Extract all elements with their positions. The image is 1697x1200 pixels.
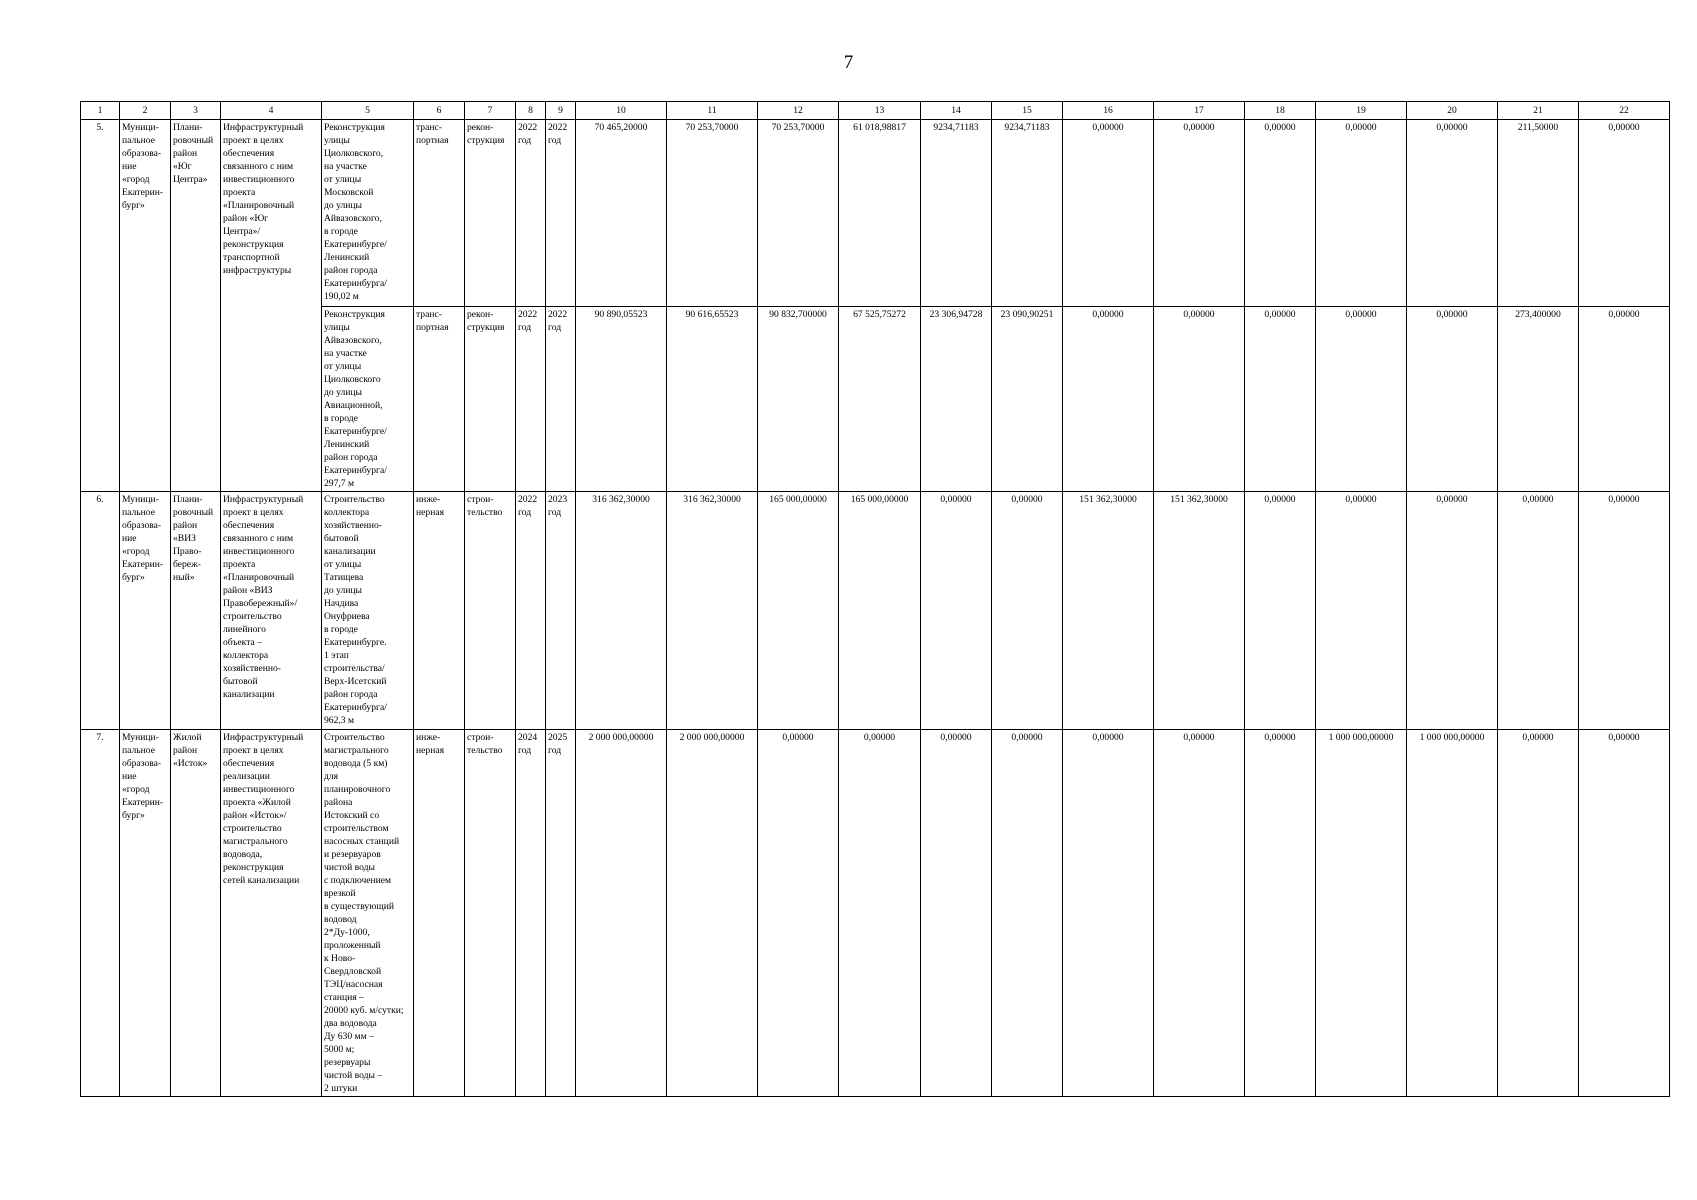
value-cell: 2 000 000,00000 (576, 730, 667, 1097)
work-type-cell: рекон- струкция (465, 120, 516, 307)
value-cell: 316 362,30000 (576, 492, 667, 730)
value-cell: 151 362,30000 (1154, 492, 1245, 730)
row-number: 6. (81, 492, 120, 730)
end-year-cell: 2023 год (546, 492, 576, 730)
value-cell: 0,00000 (1154, 307, 1245, 492)
column-number: 17 (1154, 102, 1245, 120)
value-cell: 0,00000 (839, 730, 921, 1097)
start-year-cell: 2022 год (516, 492, 546, 730)
table-row (81, 492, 1670, 730)
value-cell: 0,00000 (1579, 307, 1670, 492)
object-description-cell: Строительство магистрального водовода (5 км) для планировочного района Истокский со строительством насосных станций и резервуаров чистой воды с подключением врезкой в существующий водовод 2*Ду-1000, проложенный к Ново- Свердловской ТЭЦ/насосная станция – 20000 куб. м/сутки; два водовода Ду 630 мм – 5000 м; резервуары чистой воды – 2 штуки (322, 730, 414, 1097)
column-number: 11 (667, 102, 758, 120)
end-year-cell: 2022 год (546, 307, 576, 492)
district-cell: Плани- ровочный район «ВИЗ Право- береж- ный» (171, 492, 221, 730)
value-cell: 0,00000 (1407, 307, 1498, 492)
value-cell: 0,00000 (1498, 730, 1579, 1097)
value-cell: 0,00000 (1063, 120, 1154, 307)
column-number: 21 (1498, 102, 1579, 120)
infrastructure-type-cell: инже- нерная (414, 492, 465, 730)
value-cell: 0,00000 (1407, 492, 1498, 730)
column-number: 15 (992, 102, 1063, 120)
object-description-cell: Реконструкция улицы Айвазовского, на участке от улицы Циолковского до улицы Авиационной, в городе Екатеринбурге/ Ленинский район города Екатеринбурга/ 297,7 м (322, 307, 414, 492)
work-type-cell: строи- тельство (465, 492, 516, 730)
value-cell: 0,00000 (992, 730, 1063, 1097)
district-cell: Плани- ровочный район «Юг Центра» (171, 120, 221, 492)
value-cell: 165 000,00000 (758, 492, 839, 730)
object-description-cell: Строительство коллектора хозяйственно- бытовой канализации от улицы Татищева до улицы Начдива Онуфриева в городе Екатеринбурге. 1 этап строительства/ Верх-Исетский район города Екатеринбурга/ 962,3 м (322, 492, 414, 730)
column-number: 13 (839, 102, 921, 120)
column-number: 2 (120, 102, 171, 120)
column-number: 1 (81, 102, 120, 120)
value-cell: 0,00000 (1579, 492, 1670, 730)
value-cell: 0,00000 (1245, 307, 1316, 492)
project-description-cell: Инфраструктурный проект в целях обеспечения связанного с ним инвестиционного проекта «Планировочный район «ВИЗ Правобережный»/ строительство линейного объекта – коллектора хозяйственно- бытовой канализации (221, 492, 322, 730)
value-cell: 0,00000 (1316, 307, 1407, 492)
column-number: 18 (1245, 102, 1316, 120)
row-number: 5. (81, 120, 120, 492)
value-cell: 0,00000 (1316, 492, 1407, 730)
start-year-cell: 2022 год (516, 120, 546, 307)
row-number: 7. (81, 730, 120, 1097)
column-number: 10 (576, 102, 667, 120)
value-cell: 90 890,05523 (576, 307, 667, 492)
municipality-cell: Муници- пальное образова- ние «город Екатерин- бург» (120, 730, 171, 1097)
value-cell: 0,00000 (1245, 730, 1316, 1097)
value-cell: 0,00000 (1316, 120, 1407, 307)
value-cell: 70 253,70000 (667, 120, 758, 307)
value-cell: 0,00000 (1245, 120, 1316, 307)
investment-projects-table (80, 101, 1670, 1097)
value-cell: 70 465,20000 (576, 120, 667, 307)
page-number: 7 (843, 52, 854, 73)
infrastructure-type-cell: транс- портная (414, 307, 465, 492)
column-number: 16 (1063, 102, 1154, 120)
municipality-cell: Муници- пальное образова- ние «город Екатерин- бург» (120, 120, 171, 492)
column-number: 9 (546, 102, 576, 120)
column-number: 6 (414, 102, 465, 120)
value-cell: 23 306,94728 (921, 307, 992, 492)
table-row (81, 730, 1670, 1097)
table-row (81, 120, 1670, 307)
value-cell: 9234,71183 (921, 120, 992, 307)
value-cell: 0,00000 (1063, 730, 1154, 1097)
value-cell: 0,00000 (1245, 492, 1316, 730)
value-cell: 1 000 000,00000 (1407, 730, 1498, 1097)
infrastructure-type-cell: инже- нерная (414, 730, 465, 1097)
column-number: 22 (1579, 102, 1670, 120)
column-number: 7 (465, 102, 516, 120)
value-cell: 67 525,75272 (839, 307, 921, 492)
end-year-cell: 2025 год (546, 730, 576, 1097)
column-number: 12 (758, 102, 839, 120)
value-cell: 0,00000 (1579, 120, 1670, 307)
municipality-cell: Муници- пальное образова- ние «город Екатерин- бург» (120, 492, 171, 730)
value-cell: 90 616,65523 (667, 307, 758, 492)
value-cell: 316 362,30000 (667, 492, 758, 730)
project-description-cell: Инфраструктурный проект в целях обеспечения связанного с ним инвестиционного проекта «Планировочный район «Юг Центра»/ реконструкция транспортной инфраструктуры (221, 120, 322, 492)
value-cell: 165 000,00000 (839, 492, 921, 730)
value-cell: 0,00000 (921, 492, 992, 730)
start-year-cell: 2024 год (516, 730, 546, 1097)
value-cell: 23 090,90251 (992, 307, 1063, 492)
value-cell: 0,00000 (758, 730, 839, 1097)
start-year-cell: 2022 год (516, 307, 546, 492)
column-number: 3 (171, 102, 221, 120)
value-cell: 61 018,98817 (839, 120, 921, 307)
object-description-cell: Реконструкция улицы Циолковского, на участке от улицы Московской до улицы Айвазовского, в городе Екатеринбурге/ Ленинский район города Екатеринбурга/ 190,02 м (322, 120, 414, 307)
value-cell: 90 832,700000 (758, 307, 839, 492)
column-number: 14 (921, 102, 992, 120)
work-type-cell: строи- тельство (465, 730, 516, 1097)
column-number-row (81, 102, 1670, 120)
value-cell: 0,00000 (1407, 120, 1498, 307)
project-description-cell: Инфраструктурный проект в целях обеспечения реализации инвестиционного проекта «Жилой район «Исток»/ строительство магистрального водовода, реконструкция сетей канализации (221, 730, 322, 1097)
value-cell: 0,00000 (1498, 492, 1579, 730)
value-cell: 273,400000 (1498, 307, 1579, 492)
district-cell: Жилой район «Исток» (171, 730, 221, 1097)
value-cell: 0,00000 (1154, 120, 1245, 307)
value-cell: 9234,71183 (992, 120, 1063, 307)
value-cell: 0,00000 (992, 492, 1063, 730)
value-cell: 0,00000 (1154, 730, 1245, 1097)
column-number: 19 (1316, 102, 1407, 120)
value-cell: 2 000 000,00000 (667, 730, 758, 1097)
value-cell: 0,00000 (921, 730, 992, 1097)
value-cell: 151 362,30000 (1063, 492, 1154, 730)
value-cell: 0,00000 (1063, 307, 1154, 492)
value-cell: 1 000 000,00000 (1316, 730, 1407, 1097)
value-cell: 0,00000 (1579, 730, 1670, 1097)
value-cell: 70 253,70000 (758, 120, 839, 307)
column-number: 5 (322, 102, 414, 120)
infrastructure-type-cell: транс- портная (414, 120, 465, 307)
column-number: 8 (516, 102, 546, 120)
column-number: 20 (1407, 102, 1498, 120)
column-number: 4 (221, 102, 322, 120)
value-cell: 211,50000 (1498, 120, 1579, 307)
work-type-cell: рекон- струкция (465, 307, 516, 492)
end-year-cell: 2022 год (546, 120, 576, 307)
